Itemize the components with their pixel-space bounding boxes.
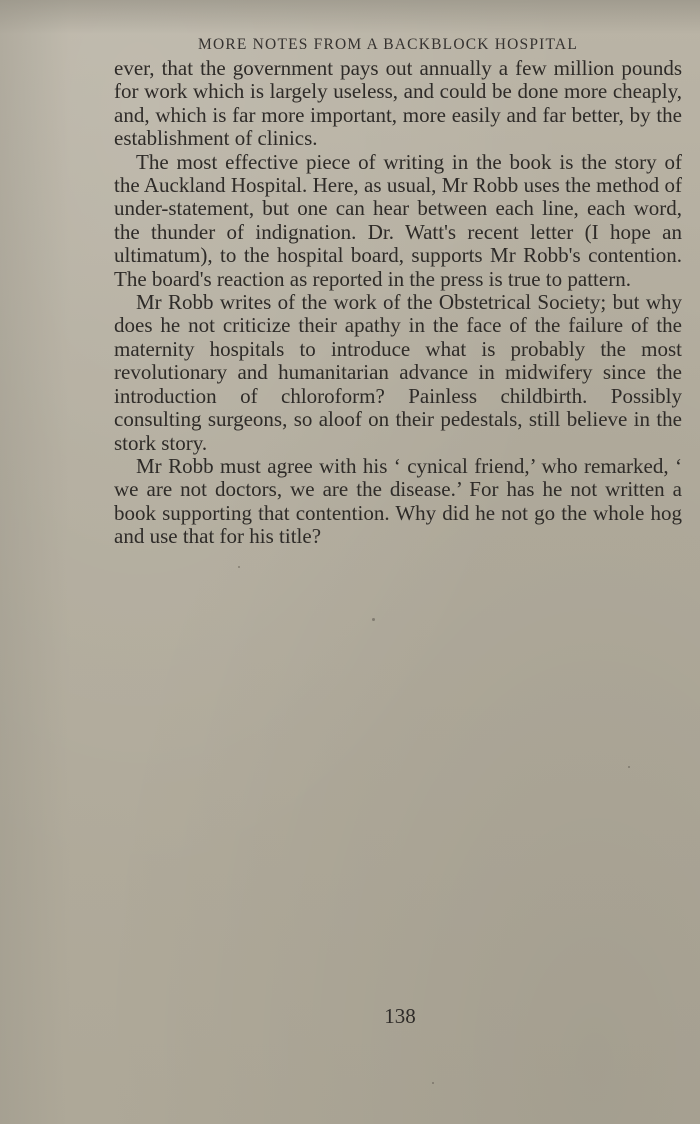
paragraph-2: The most effective piece of writing in the book is the story of the Auckland Hospital. Here, as usual, Mr Robb uses the method of under-statement, but one can hear between each line, each word, the thunder of indignation. Dr. Watt's recent letter (I hope an ultimatum), to the hospital board, supports Mr Robb's contention. The board's reaction as reported in the press is true to pattern.: [114, 149, 682, 291]
paper-speck: [238, 566, 240, 568]
page-margin-wear: [0, 0, 70, 1124]
paper-speck: [628, 766, 630, 768]
paragraph-1: ever, that the government pays out annually a few million pounds for work which is largely useless, and could be done more cheaply, and, which is far more important, more easily and far better, by the establishment of clinics.: [114, 56, 682, 151]
page-edge-wear: [0, 0, 700, 34]
paper-speck: [372, 618, 375, 621]
running-header: MORE NOTES FROM A BACKBLOCK HOSPITAL: [198, 36, 578, 53]
paper-speck: [432, 1082, 434, 1084]
paragraph-4: Mr Robb must agree with his ‘ cynical friend,’ who remarked, ‘ we are not doctors, we are the disease.’ For has he not written a book supporting that contention. Why did he not go the whole hog and use that for his title?: [114, 453, 682, 549]
body-text: [114, 57, 682, 549]
paragraph-3: Mr Robb writes of the work of the Obstetrical Society; but why does he not criticize their apathy in the face of the failure of the maternity hospitals to introduce what is probably the most revolutionary and humanitarian advance in midwifery since the introduction of chloroform? Painless childbirth. Possibly consulting surgeons, so aloof on their pedestals, still believe in the stork story.: [114, 290, 682, 455]
page-number: 138: [384, 1004, 416, 1028]
